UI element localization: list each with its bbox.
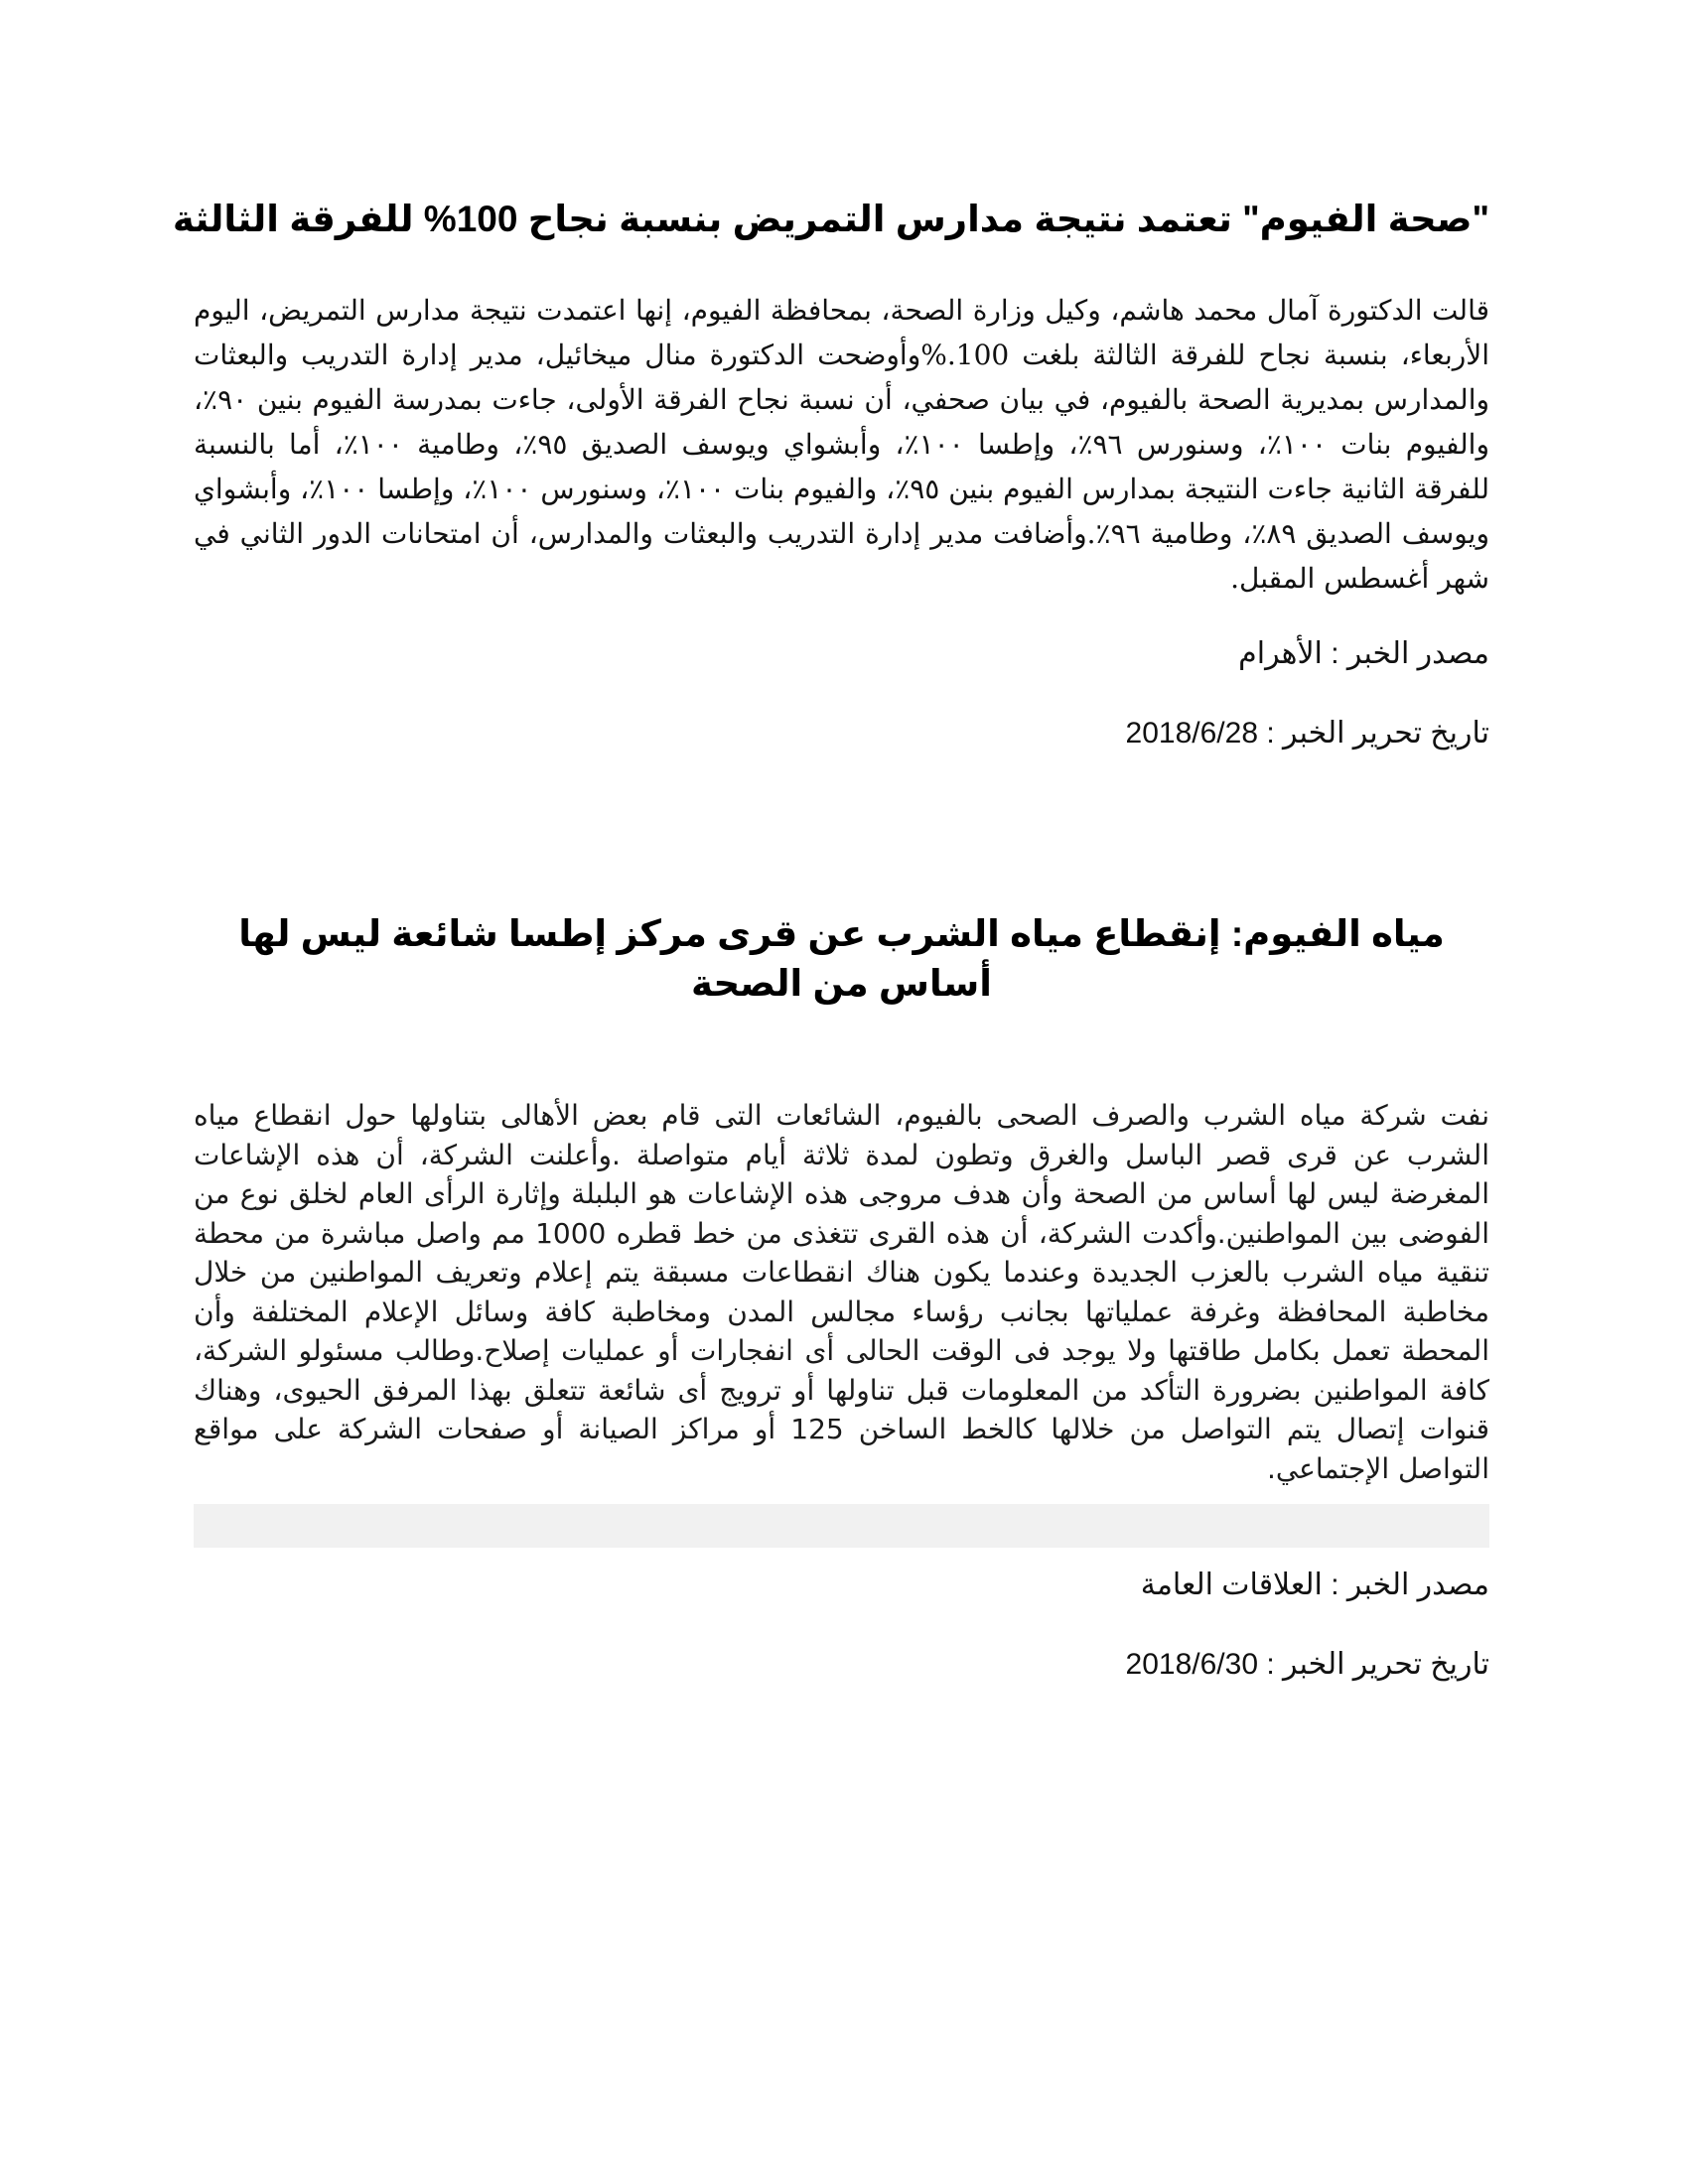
source-label: مصدر الخبر : xyxy=(1322,637,1489,670)
article-headline: "صحة الفيوم" تعتمد نتيجة مدارس التمريض بنسبة نجاح 100% للفرقة الثالثة xyxy=(172,199,1489,239)
date-label: تاريخ تحرير الخبر : xyxy=(1258,1648,1489,1681)
date-value: 2018/6/28 xyxy=(1125,717,1259,750)
date-value: 2018/6/30 xyxy=(1125,1648,1259,1681)
article-date xyxy=(194,1645,1489,1685)
source-value: العلاقات العامة xyxy=(1140,1569,1323,1601)
article-body: نفت شركة مياه الشرب والصرف الصحى بالفيوم، الشائعات التى قام بعض الأهالى بتناولها حول انقطاع مياه الشرب عن قرى قصر الباسل والغرق وتطون لمدة ثلاثة أيام متواصلة .وأعلنت الشركة، أن هذه الإشاعات المغرضة ليس لها أساس من الصحة وأن هدف مروجى هذه الإشاعات هو البلبلة وإثارة الرأى العام لخلق نوع من الفوضى بين المواطنين.وأكدت الشركة، أن هذه القرى تتغذى من خط قطره 1000 مم واصل مباشرة من محطة تنقية مياه الشرب بالعزب الجديدة وعندما يكون هناك انقطاعات مسبقة يتم إعلام وتعريف المواطنين من خلال مخاطبة المحافظة وغرفة عملياتها بجانب رؤساء مجالس المدن ومخاطبة كافة وسائل الإعلام المختلفة وأن المحطة تعمل بكامل طاقتها ولا يوجد فى الوقت الحالى أى انفجارات أو عمليات إصلاح.وطالب مسئولو الشركة، كافة المواطنين بضرورة التأكد من المعلومات قبل تناولها أو ترويج أى شائعة تتعلق بهذا المرفق الحيوى، وهناك قنوات إتصال يتم التواصل من خلالها كالخط الساخن 125 أو مراكز الصيانة أو صفحات الشركة على مواقع التواصل الإجتماعي. xyxy=(194,1099,1490,1485)
article-source xyxy=(194,1566,1489,1605)
news-article xyxy=(172,195,1490,753)
separator-band xyxy=(194,1504,1489,1548)
source-label: مصدر الخبر : xyxy=(1322,1569,1489,1601)
article-headline: مياه الفيوم: إنقطاع مياه الشرب عن قرى مركز إطسا شائعة ليس لها أساس من الصحة xyxy=(238,913,1445,1004)
article-source xyxy=(194,634,1489,674)
source-value: الأهرام xyxy=(1238,637,1323,670)
date-label: تاريخ تحرير الخبر : xyxy=(1258,717,1489,750)
article-body: قالت الدكتورة آمال محمد هاشم، وكيل وزارة الصحة، بمحافظة الفيوم، إنها اعتمدت نتيجة مدارس التمريض، اليوم الأربعاء، بنسبة نجاح للفرقة الثالثة بلغت 100.%وأوضحت الدكتورة منال ميخائيل، مدير إدارة التدريب والبعثات والمدارس بمديرية الصحة بالفيوم، في بيان صحفي، أن نسبة نجاح الفرقة الأولى، جاءت بمدرسة الفيوم بنين ٩٠٪، والفيوم بنات ١٠٠٪، وسنورس ٩٦٪، وإطسا ١٠٠٪، وأبشواي ويوسف الصديق ٩٥٪، وطامية ١٠٠٪، أما بالنسبة للفرقة الثانية جاءت النتيجة بمدارس الفيوم بنين ٩٥٪، والفيوم بنات ١٠٠٪، وسنورس ١٠٠٪، وإطسا ١٠٠٪، وأبشواي ويوسف الصديق ٨٩٪، وطامية ٩٦٪.وأضافت مدير إدارة التدريب والبعثات والمدارس، أن امتحانات الدور الثاني في شهر أغسطس المقبل. xyxy=(194,294,1490,595)
news-article xyxy=(194,909,1489,1685)
article-date xyxy=(194,714,1489,753)
